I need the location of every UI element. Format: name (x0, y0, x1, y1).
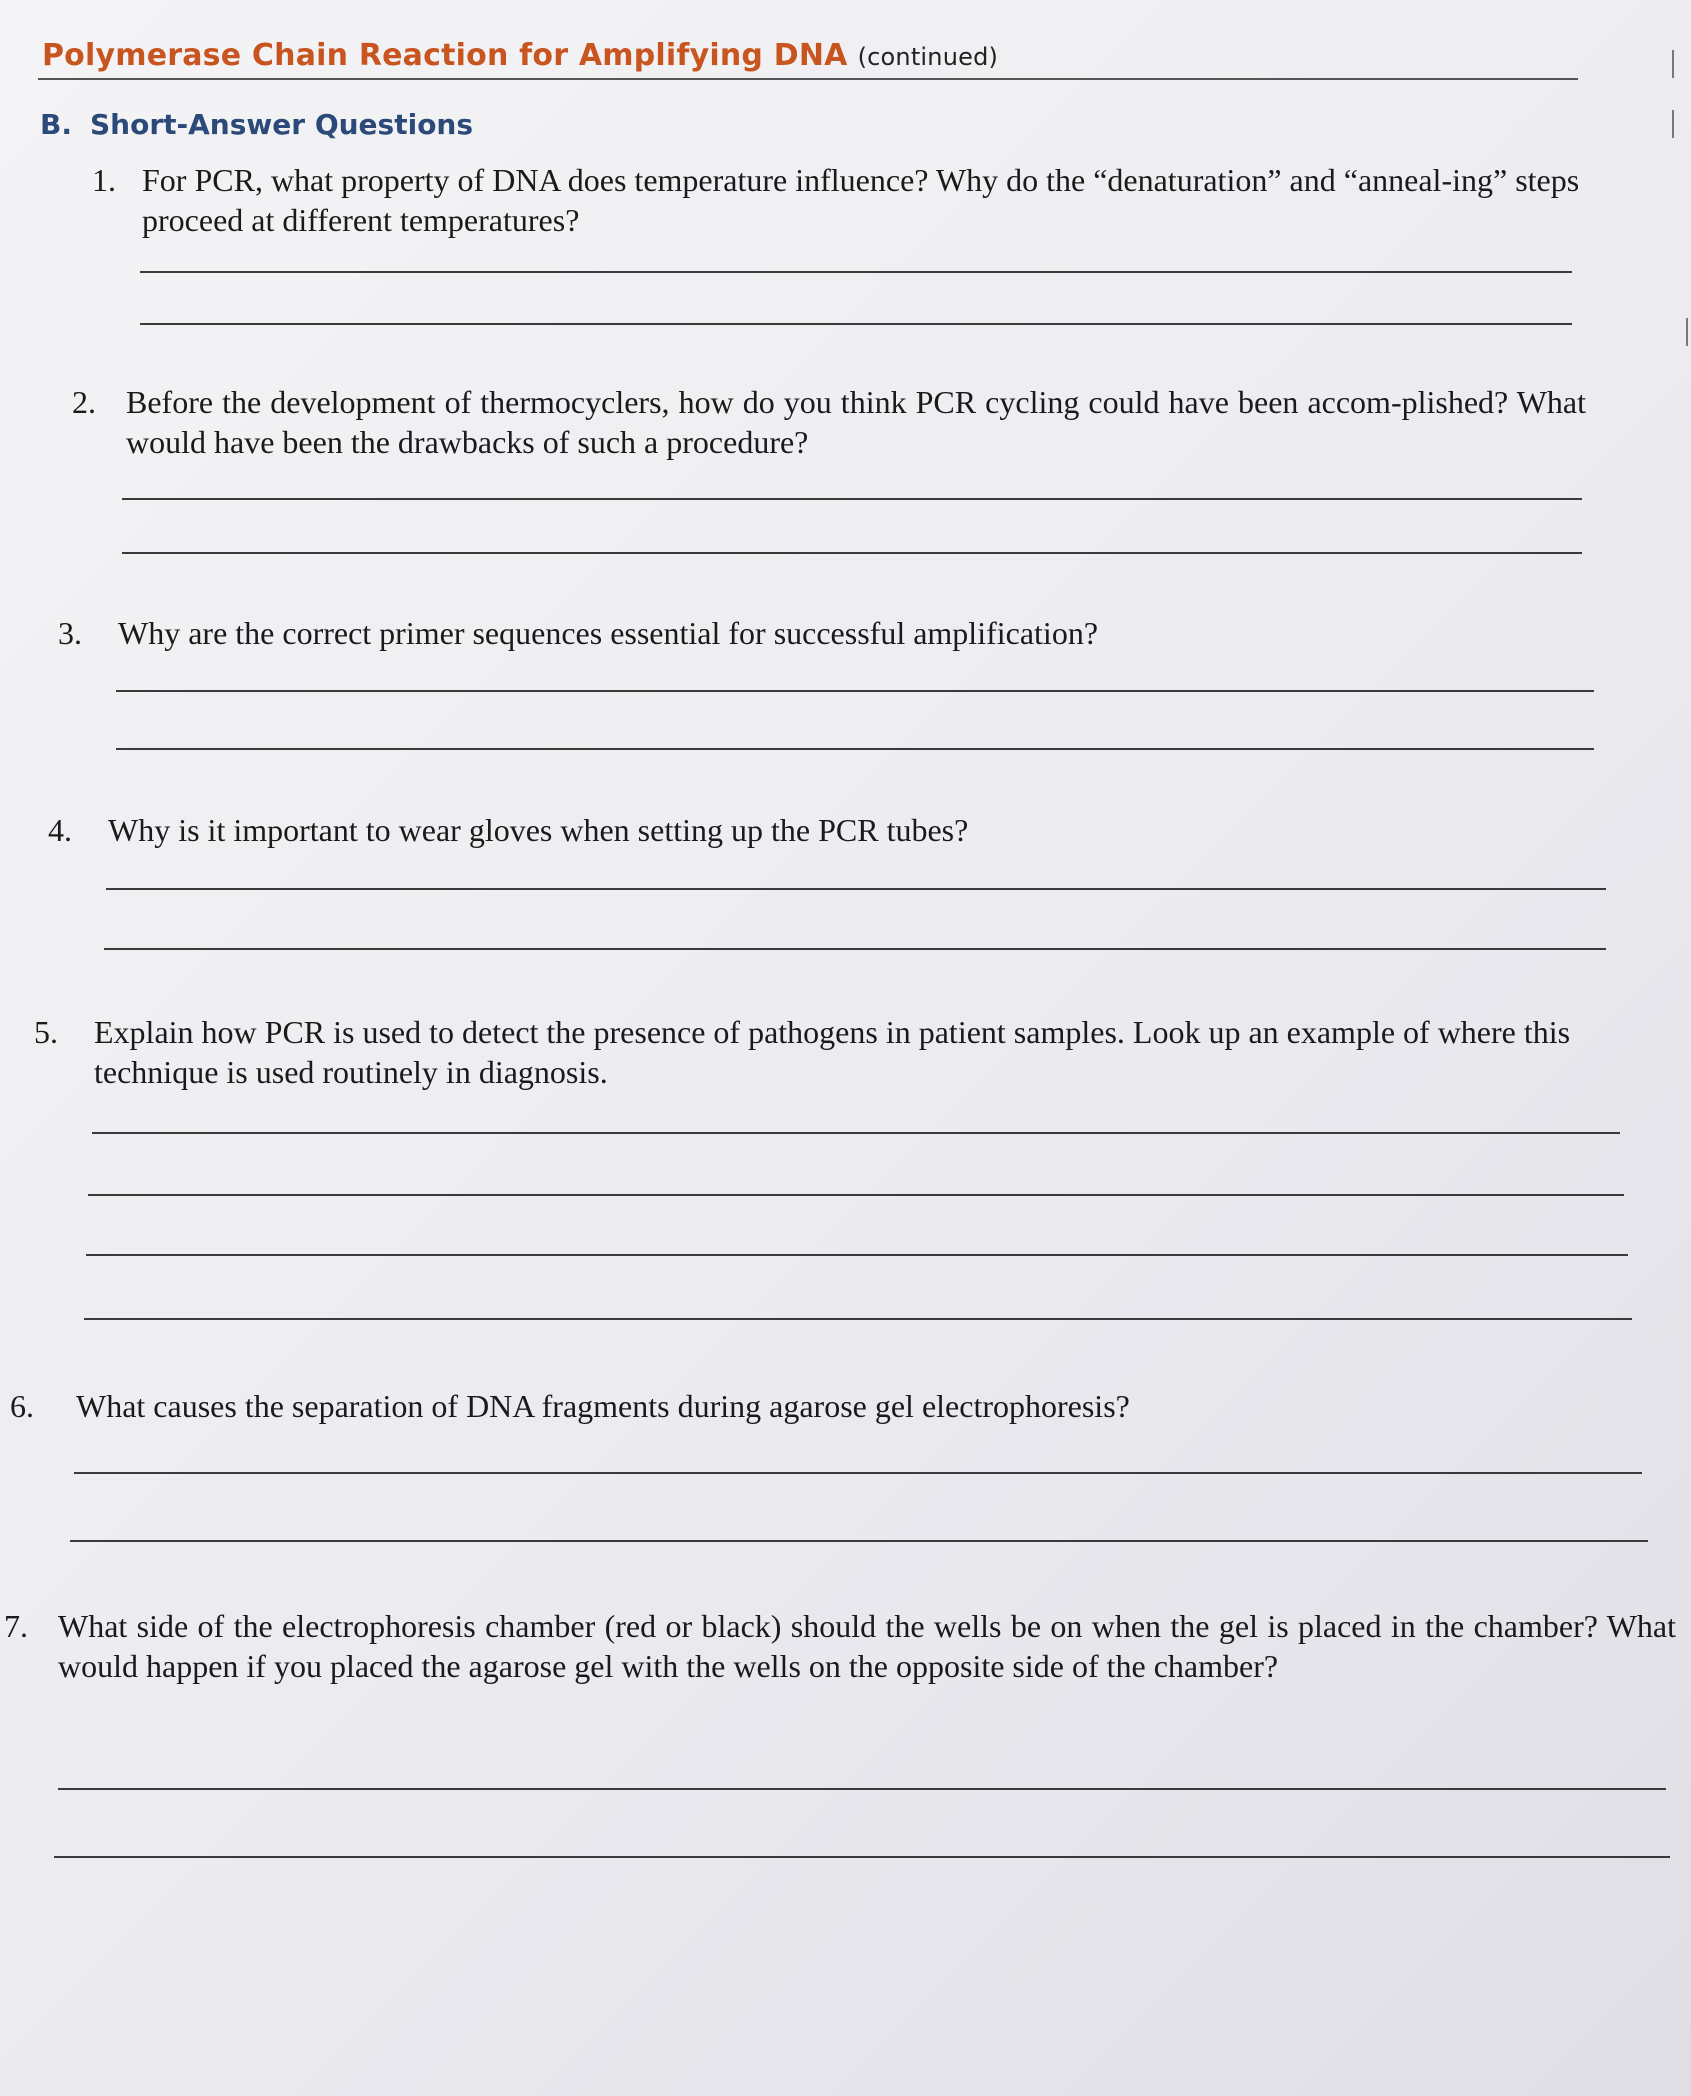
question-3 (58, 613, 1578, 653)
question-text: What side of the electrophoresis chamber (red or black) should the wells be on when the gel is placed in the chamber? What would happen if you placed the agarose gel with the wells on the opposite side of the chamber? (58, 1608, 1676, 1684)
question-number: 6. (10, 1388, 34, 1424)
question-number: 1. (92, 162, 116, 198)
answer-line[interactable] (122, 552, 1582, 554)
title-text: Polymerase Chain Reaction for Amplifying DNA (42, 38, 848, 73)
answer-line[interactable] (104, 948, 1606, 950)
answer-line[interactable] (92, 1132, 1620, 1134)
section-heading (40, 108, 473, 141)
question-number: 2. (72, 384, 96, 420)
question-text: Explain how PCR is used to detect the presence of pathogens in patient samples. Look up an example of where this technique is used routinely in diagnosis. (94, 1014, 1571, 1090)
margin-mark (1672, 110, 1674, 138)
answer-line[interactable] (84, 1318, 1632, 1320)
question-5 (34, 1012, 1634, 1092)
section-title-text: Short-Answer Questions (89, 108, 474, 141)
answer-line[interactable] (70, 1540, 1648, 1542)
question-text: For PCR, what property of DNA does temperature influence? Why do the “denaturation” and “anneal-ing” steps proceed at different temperatures? (142, 162, 1580, 238)
question-1 (92, 160, 1592, 240)
question-6 (10, 1386, 1630, 1426)
question-text: Why are the correct primer sequences essential for successful amplification? (118, 615, 1099, 651)
answer-line[interactable] (86, 1254, 1628, 1256)
answer-line[interactable] (140, 323, 1572, 325)
section-letter: B. (40, 108, 72, 141)
answer-line[interactable] (74, 1472, 1642, 1474)
answer-line[interactable] (106, 888, 1606, 890)
answer-line[interactable] (140, 271, 1572, 273)
margin-mark (1686, 318, 1688, 346)
question-text: Why is it important to wear gloves when setting up the PCR tubes? (108, 812, 969, 848)
answer-line[interactable] (122, 498, 1582, 500)
question-number: 3. (58, 615, 82, 651)
answer-line[interactable] (58, 1788, 1666, 1790)
question-number: 5. (34, 1014, 58, 1050)
answer-line[interactable] (54, 1856, 1670, 1858)
question-number: 7. (4, 1608, 28, 1644)
question-text: What causes the separation of DNA fragments during agarose gel electrophoresis? (76, 1388, 1130, 1424)
question-7 (4, 1606, 1676, 1686)
page-title (42, 38, 998, 73)
question-text: Before the development of thermocyclers, how do you think PCR cycling could have been accom-plished? What would have been the drawbacks of such a procedure? (126, 384, 1586, 460)
answer-line[interactable] (116, 690, 1594, 692)
header-divider (38, 78, 1578, 80)
title-continued: (continued) (857, 43, 999, 71)
margin-mark (1672, 50, 1674, 78)
question-number: 4. (48, 812, 72, 848)
answer-line[interactable] (88, 1194, 1624, 1196)
question-2 (72, 382, 1592, 462)
answer-line[interactable] (116, 748, 1594, 750)
question-4 (48, 810, 1588, 850)
